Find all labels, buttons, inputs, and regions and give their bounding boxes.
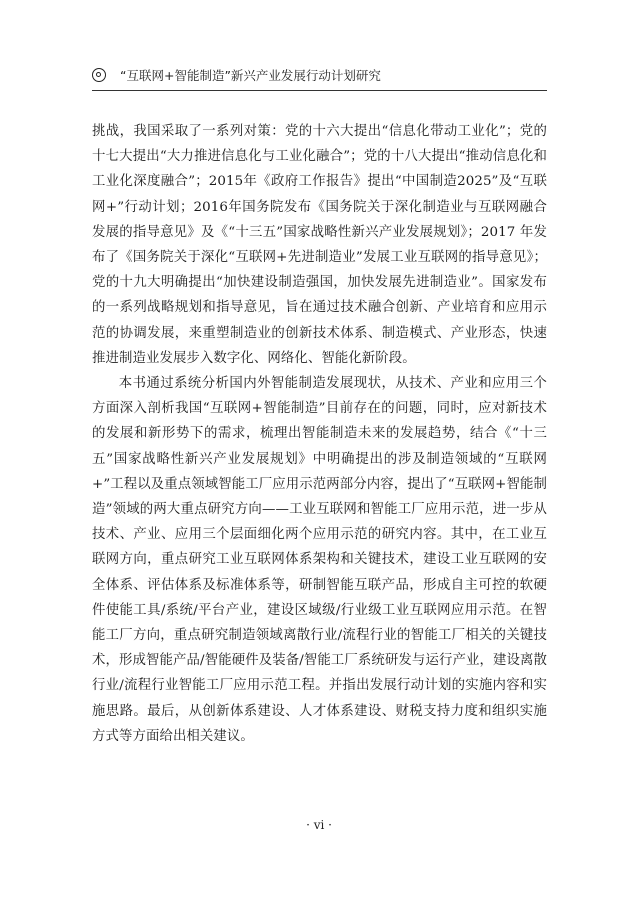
paragraph-1: 挑战，我国采取了一系列对策：党的十六大提出“信息化带动工业化”；党的十七大提出“大力推进信息化与工业化融合”；党的十八大提出“推动信息化和工业化深度融合”；2015年《政府工作报告》提出“中国制造2025”及“互联网+”行动计划；2016年国务院发布《国务院关于深化制造业与互联网融合发展的指导意见》及《“十三五”国家战略性新兴产业发展规划》；2017 年发布了《国务院关于深化“互联网+先进制造业”发展工业互联网的指导意见》；党的十九大明确提出“加快建设制造强国，加快发展先进制造业”。国家发布的一系列战略规划和指导意见，旨在通过技术融合创新、产业培育和应用示范的协调发展，来重塑制造业的创新技术体系、制造模式、产业形态，快速推进制造业发展步入数字化、网络化、智能化新阶段。 [92, 124, 547, 366]
header-title: “互联网+智能制造”新兴产业发展行动计划研究 [120, 68, 381, 83]
running-header [92, 64, 547, 86]
body-text [92, 119, 547, 749]
paragraph-2: 本书通过系统分析国内外智能制造发展现状，从技术、产业和应用三个方面深入剖析我国“互联网+智能制造”目前存在的问题，同时，应对新技术的发展和新形势下的需求，梳理出智能制造未来的发展趋势，结合《“十三五”国家战略性新兴产业发展规划》中明确提出的涉及制造领域的“互联网+”工程以及重点领域智能工厂应用示范两部分内容，提出了“互联网+智能制造”领域的两大重点研究方向——工业互联网和智能工厂应用示范，进一步从技术、产业、应用三个层面细化两个应用示范的研究内容。其中，在工业互联网方向，重点研究工业互联网体系架构和关键技术，建设工业互联网的安全体系、评估体系及标准体系等，研制智能互联产品，形成自主可控的软硬件使能工具/系统/平台产业，建设区域级/行业级工业互联网应用示范。在智能工厂方向，重点研究制造领域离散行业/流程行业的智能工厂相关的关键技术，形成智能产品/智能硬件及装备/智能工厂系统研发与运行产业，建设离散行业/流程行业智能工厂应用示范工程。并指出发展行动计划的实施内容和实施思路。最后，从创新体系建设、人才体系建设、财税支持力度和组织实施方式等方面给出相关建议。 [92, 376, 547, 744]
circle-target-icon [92, 68, 106, 82]
header-divider [92, 90, 547, 91]
page-number: · vi · [306, 818, 332, 832]
